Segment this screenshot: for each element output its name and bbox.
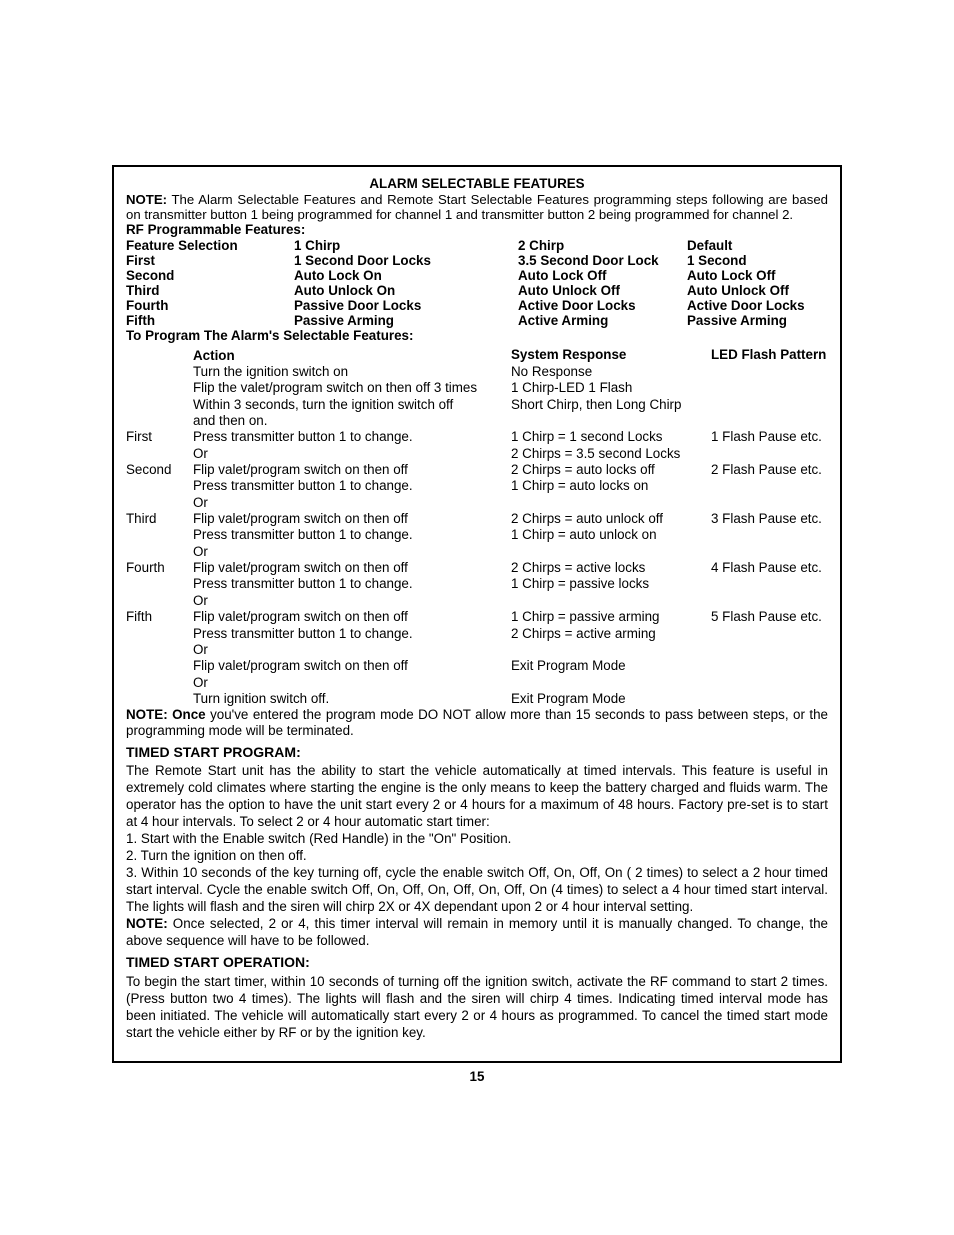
program-action: Or: [193, 446, 208, 461]
timed-program-intro: The Remote Start unit has the ability to start the vehicle automatically at timed intervals. This feature is useful in extremely cold climates where starting the engine is the only means to keep the battery charged and fluids warm. The operator has the option to have the unit start every 2 or 4 hours for a maximum of 48 hours. Factory pre-set is to start at 4 hour intervals. To select 2 or 4 hour automatic start timer:: [126, 763, 828, 829]
note-label: NOTE:: [126, 192, 168, 207]
program-led: 4 Flash Pause etc.: [711, 560, 822, 575]
program-header-action: Action: [193, 348, 235, 363]
feature-default: Active Door Locks: [687, 298, 805, 313]
timed-start-operation-heading: TIMED START OPERATION:: [126, 954, 310, 970]
features-header-2chirp: 2 Chirp: [518, 238, 565, 253]
program-response: 2 Chirps = auto locks off: [511, 462, 655, 477]
program-header-led: LED Flash Pattern: [711, 347, 827, 362]
note-once-text: you've entered the program mode DO NOT allow more than 15 seconds to pass between steps, or the programming mode will be terminated.: [126, 707, 828, 738]
rf-features-label: RF Programmable Features:: [126, 222, 306, 237]
timed-program-step-1: 1. Start with the Enable switch (Red Handle) in the "On" Position.: [126, 831, 512, 846]
timed-note-text: Once selected, 2 or 4, this timer interval will remain in memory until it is manually changed. To change, the above sequence will have to be followed.: [126, 916, 828, 948]
features-header-selection: Feature Selection: [126, 238, 238, 253]
program-action: Or: [193, 544, 208, 559]
program-action: Press transmitter button 1 to change.: [193, 576, 413, 591]
program-action: Or: [193, 675, 208, 690]
feature-2chirp: Active Door Locks: [518, 298, 636, 313]
feature-default: 1 Second: [687, 253, 747, 268]
timed-program-step-2: 2. Turn the ignition on then off.: [126, 848, 307, 863]
program-action: Press transmitter button 1 to change.: [193, 429, 413, 444]
section-title: ALARM SELECTABLE FEATURES: [369, 176, 585, 191]
note-text: The Alarm Selectable Features and Remote Start Selectable Features programming steps following are based on transmitter button 1 being programmed for channel 1 and transmitter button 2 being programmed for channel 2.: [126, 192, 828, 222]
feature-2chirp: Auto Unlock Off: [518, 283, 620, 298]
note-once-label: NOTE: Once: [126, 707, 206, 722]
feature-2chirp: 3.5 Second Door Lock: [518, 253, 659, 268]
feature-name: Second: [126, 268, 175, 283]
feature-1chirp: 1 Second Door Locks: [294, 253, 431, 268]
program-response: 2 Chirps = 3.5 second Locks: [511, 446, 681, 461]
program-response: Exit Program Mode: [511, 658, 626, 673]
program-action: and then on.: [193, 413, 268, 428]
program-led: 3 Flash Pause etc.: [711, 511, 822, 526]
program-response: 1 Chirp = passive locks: [511, 576, 650, 591]
program-action: Or: [193, 593, 208, 608]
program-feature: Fourth: [126, 560, 165, 575]
program-action: Flip valet/program switch on then off: [193, 609, 408, 624]
feature-name: Fifth: [126, 313, 155, 328]
program-action: Press transmitter button 1 to change.: [193, 478, 413, 493]
program-action: Flip the valet/program switch on then off 3 times: [193, 380, 478, 395]
program-response: No Response: [511, 364, 593, 379]
timed-start-operation-body: To begin the start timer, within 10 seconds of turning off the ignition switch, activate the RF command to start 2 times. (Press button two 4 times). The lights will flash and the siren will chirp 4 times. Indicating timed interval mode has been initiated. The vehicle will automatically start every 2 or 4 hours as programmed. To cancel the timed start mode start the vehicle either by RF or by the ignition key.: [126, 974, 828, 1040]
program-action: Flip valet/program switch on then off: [193, 560, 408, 575]
feature-name: Fourth: [126, 298, 169, 313]
program-response: 2 Chirps = active locks: [511, 560, 646, 575]
program-response: 1 Chirp = auto locks on: [511, 478, 649, 493]
feature-default: Passive Arming: [687, 313, 787, 328]
program-action: Within 3 seconds, turn the ignition switch off: [193, 397, 454, 412]
program-action: Turn ignition switch off.: [193, 691, 330, 706]
feature-1chirp: Auto Unlock On: [294, 283, 396, 298]
note-intro: [126, 192, 828, 222]
feature-2chirp: Active Arming: [518, 313, 609, 328]
feature-name: First: [126, 253, 156, 268]
program-led: 1 Flash Pause etc.: [711, 429, 822, 444]
program-led: 5 Flash Pause etc.: [711, 609, 822, 624]
timed-program-step-3: 3. Within 10 seconds of the key turning off, cycle the enable switch Off, On, Off, On ( 2 times) to select a 2 hour timed start interval. Cycle the enable switch Off, On, Off, On, Off, On, Off, On (4 times) to select a 4 hour timed start interval. The lights will flash and the siren will chirp 2X or 4X dependant upon 2 or 4 hour interval setting.: [126, 865, 828, 914]
feature-default: Auto Lock Off: [687, 268, 776, 283]
timed-program-note: [126, 915, 828, 949]
program-action: Or: [193, 642, 208, 657]
timed-start-program-heading: TIMED START PROGRAM:: [126, 744, 301, 760]
page-number: 15: [469, 1069, 485, 1084]
program-action: Press transmitter button 1 to change.: [193, 527, 413, 542]
program-label: To Program The Alarm's Selectable Features:: [126, 328, 414, 343]
note-program-timeout: [126, 707, 828, 739]
program-response: 2 Chirps = active arming: [511, 626, 656, 641]
program-action: Flip valet/program switch on then off: [193, 511, 408, 526]
program-feature: First: [126, 429, 153, 444]
feature-name: Third: [126, 283, 160, 298]
program-response: 1 Chirp = 1 second Locks: [511, 429, 663, 444]
features-header-1chirp: 1 Chirp: [294, 238, 341, 253]
program-response: Short Chirp, then Long Chirp: [511, 397, 682, 412]
program-action: Press transmitter button 1 to change.: [193, 626, 413, 641]
feature-2chirp: Auto Lock Off: [518, 268, 607, 283]
program-response: 2 Chirps = auto unlock off: [511, 511, 663, 526]
program-action: Flip valet/program switch on then off: [193, 658, 408, 673]
program-feature: Second: [126, 462, 172, 477]
program-action: Flip valet/program switch on then off: [193, 462, 408, 477]
program-response: 1 Chirp-LED 1 Flash: [511, 380, 633, 395]
feature-1chirp: Auto Lock On: [294, 268, 382, 283]
program-response: Exit Program Mode: [511, 691, 626, 706]
timed-note-label: NOTE:: [126, 916, 168, 931]
program-response: 1 Chirp = auto unlock on: [511, 527, 657, 542]
feature-1chirp: Passive Door Locks: [294, 298, 422, 313]
program-action: Or: [193, 495, 208, 510]
program-feature: Fifth: [126, 609, 153, 624]
program-action: Turn the ignition switch on: [193, 364, 349, 379]
program-response: 1 Chirp = passive arming: [511, 609, 660, 624]
program-header-response: System Response: [511, 347, 627, 362]
features-header-default: Default: [687, 238, 733, 253]
program-feature: Third: [126, 511, 157, 526]
feature-1chirp: Passive Arming: [294, 313, 394, 328]
feature-default: Auto Unlock Off: [687, 283, 789, 298]
timed-start-program-body: [126, 762, 828, 949]
program-led: 2 Flash Pause etc.: [711, 462, 822, 477]
